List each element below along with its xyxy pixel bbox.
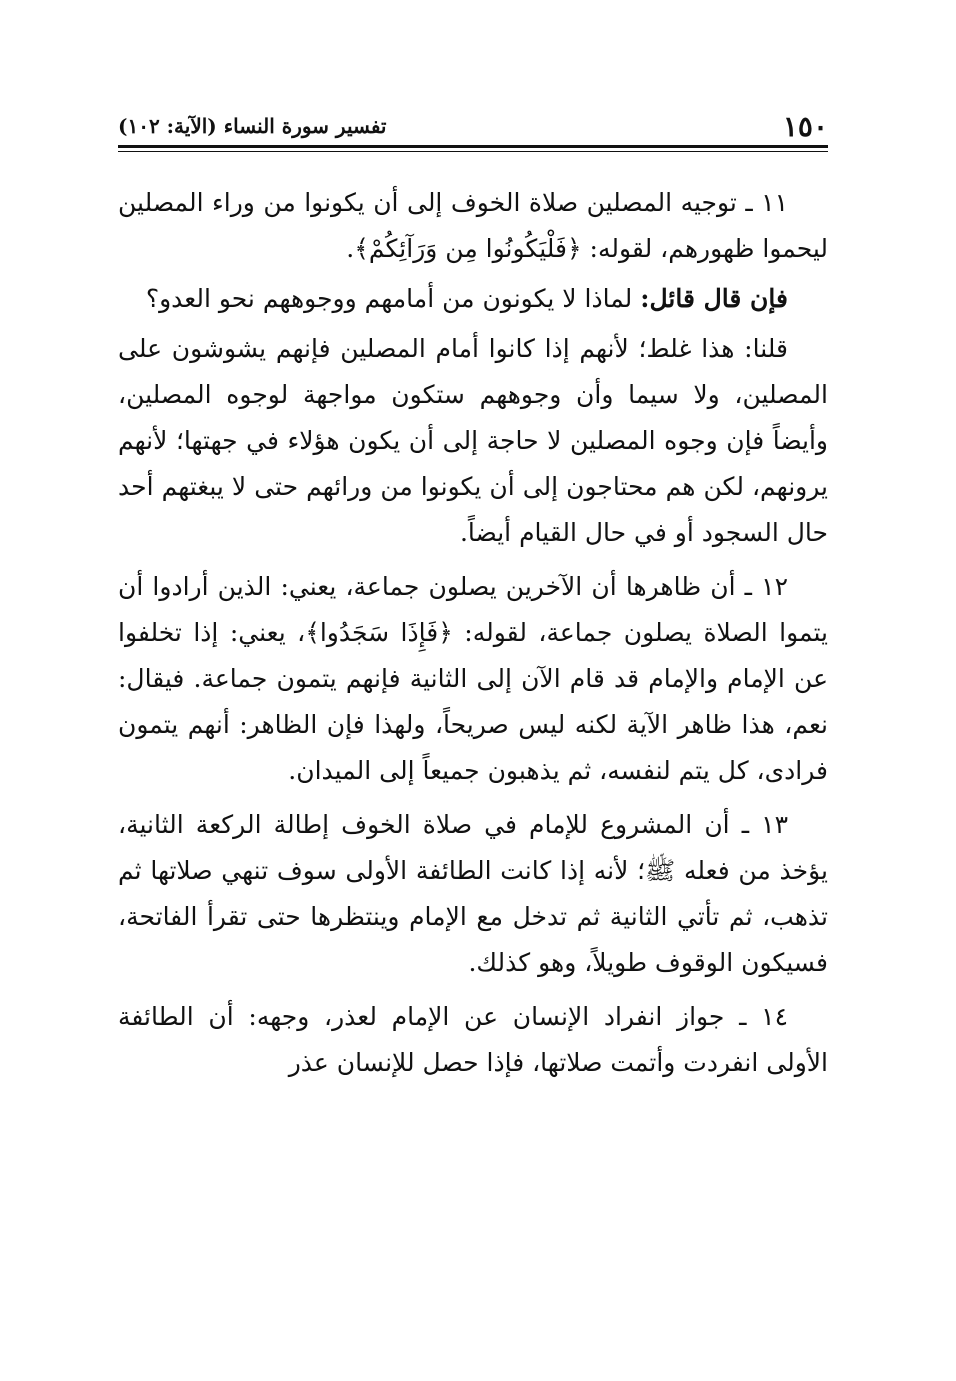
page-body xyxy=(118,180,828,1094)
paragraph-14: ١٤ ـ جواز انفراد الإنسان عن الإمام لعذر، وجهه: أن الطائفة الأولى انفردت وأتمت صلاتها، فإذا حصل للإنسان عذر xyxy=(118,1002,828,1077)
paragraph-question xyxy=(118,276,828,322)
page-header xyxy=(118,108,828,142)
paragraph-answer: قلنا: هذا غلط؛ لأنهم إذا كانوا أمام المصلين فإنهم يشوشون على المصلين، ولا سيما وأن وجوههم ستكون مواجهة لوجوه المصلين، وأيضاً فإن وجوه المصلين لا حاجة إلى أن يكون هؤلاء في جهتها؛ لأنهم يرونهم، لكن هم محتاجون إلى أن يكونوا من ورائهم حتى لا يبغتهم أحد حال السجود أو في حال القيام أيضاً. xyxy=(118,334,828,547)
page-number: ١٥٠ xyxy=(782,110,828,143)
header-rule-thin xyxy=(118,151,828,152)
header-rule-thick xyxy=(118,145,828,148)
paragraph-13: ١٣ ـ أن المشروع للإمام في صلاة الخوف إطالة الركعة الثانية، يؤخذ من فعله ﷺ؛ لأنه إذا كانت الطائفة الأولى سوف تنهي صلاتها ثم تذهب، ثم تأتي الثانية ثم تدخل مع الإمام وينتظرها حتى تقرأ الفاتحة، فسيكون الوقوف طويلاً، وهو كذلك. xyxy=(118,810,828,977)
paragraph-11: ١١ ـ توجيه المصلين صلاة الخوف إلى أن يكونوا من وراء المصلين ليحموا ظهورهم، لقوله: ﴿فَلْيَكُونُوا مِن وَرَآئِكُمْ﴾. xyxy=(118,188,828,263)
question-text: لماذا لا يكونون من أمامهم ووجوههم نحو العدو؟ xyxy=(145,284,641,313)
paragraph-12: ١٢ ـ أن ظاهرها أن الآخرين يصلون جماعة، يعني: الذين أرادوا أن يتموا الصلاة يصلون جماعة، لقوله: ﴿فَإِذَا سَجَدُوا﴾، يعني: إذا تخلفوا عن الإمام والإمام قد قام الآن إلى الثانية فإنهم يتمون جماعة. فيقال: نعم، هذا ظاهر الآية لكنه ليس صريحاً، ولهذا فإن الظاهر: أنهم يتمون فرادى، كل يتم لنفسه، ثم يذهبون جميعاً إلى الميدان. xyxy=(118,572,828,785)
question-lead: فإن قال قائل: xyxy=(640,284,788,313)
running-title: تفسير سورة النساء (الآية: ١٠٢) xyxy=(118,114,387,138)
